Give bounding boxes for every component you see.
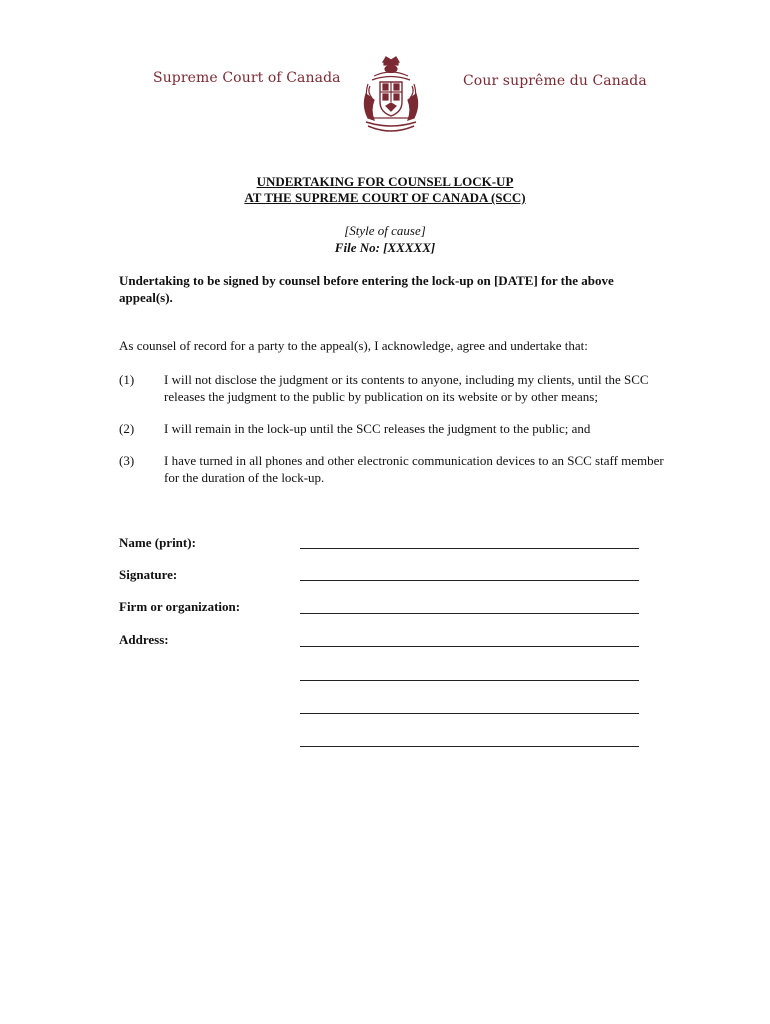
address-label: Address: — [119, 632, 169, 647]
item-number: (2) — [119, 421, 135, 436]
title-line-2: AT THE SUPREME COURT OF CANADA (SCC) — [244, 190, 526, 205]
address-field-line-3[interactable] — [300, 700, 639, 714]
undertaking-instruction: Undertaking to be signed by counsel before entering the lock-up on [DATE] for the above appeal(s). — [119, 273, 614, 305]
item-text: I will remain in the lock-up until the SCC releases the judgment to the public; and — [164, 421, 591, 436]
item-number: (1) — [119, 372, 135, 387]
address-field-line-4[interactable] — [300, 733, 639, 747]
name-label: Name (print): — [119, 535, 196, 550]
acknowledgement-statement: As counsel of record for a party to the appeal(s), I acknowledge, agree and undertake that: — [119, 338, 588, 353]
court-name-english: Supreme Court of Canada — [153, 70, 341, 86]
file-number: File No: [XXXXX] — [334, 240, 436, 255]
address-field-line-2[interactable] — [300, 667, 639, 681]
item-text: I will not disclose the judgment or its contents to anyone, including my clients, until the SCC releases the judgment to the public by publication on its website or by other means; — [164, 372, 649, 404]
style-of-cause: [Style of cause] — [344, 223, 426, 238]
firm-field[interactable] — [300, 600, 639, 614]
name-field[interactable] — [300, 535, 639, 549]
item-text: I have turned in all phones and other electronic communication devices to an SCC staff member for the duration of the lock-up. — [164, 453, 664, 485]
court-name-french: Cour suprême du Canada — [463, 73, 647, 89]
firm-label: Firm or organization: — [119, 599, 241, 614]
signature-label: Signature: — [119, 567, 178, 582]
address-field-line-1[interactable] — [300, 633, 639, 647]
item-number: (3) — [119, 453, 135, 468]
coat-of-arms-icon — [360, 54, 422, 136]
signature-field[interactable] — [300, 567, 639, 581]
title-line-1: UNDERTAKING FOR COUNSEL LOCK-UP — [256, 174, 514, 189]
document-title — [0, 174, 770, 206]
